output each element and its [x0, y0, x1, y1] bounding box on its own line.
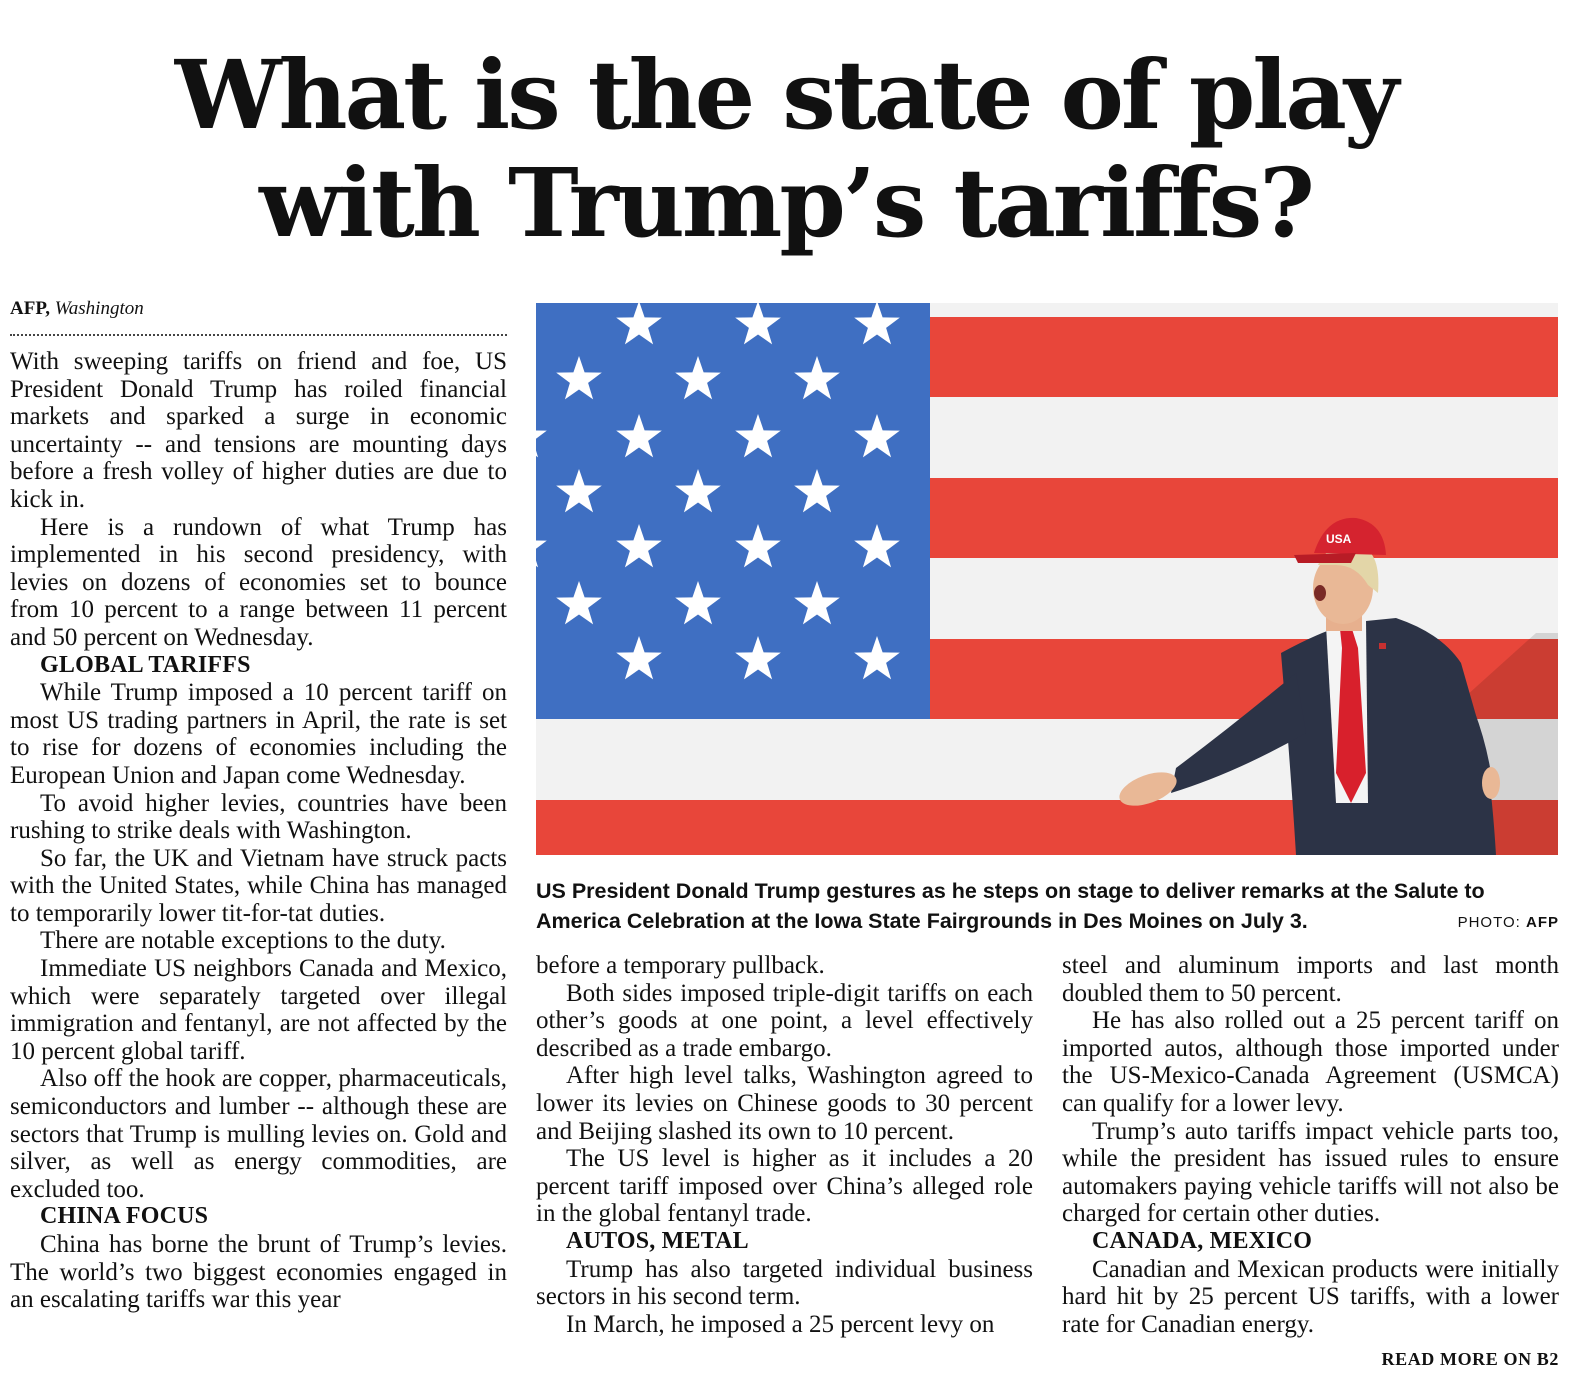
- paragraph: While Trump imposed a 10 percent tariff on most US trading partners in April, the rate is set to rise for dozens of economies including the European Union and Japan come Wednesday.: [10, 679, 507, 789]
- paragraph: Also off the hook are copper, pharmaceuticals, semiconductors and lumber -- although these are sectors that Trump is mulling levies on. Gold and silver, as well as energy commodities, are excluded too.: [10, 1065, 507, 1203]
- us-flag-with-trump-photo: [536, 303, 1558, 855]
- cap-lettering: USA: [1326, 532, 1352, 546]
- photo-credit-label: PHOTO:: [1457, 914, 1521, 931]
- article-column-3: [1062, 952, 1559, 1338]
- paragraph: steel and aluminum imports and last month doubled them to 50 percent.: [1062, 952, 1559, 1007]
- paragraph: He has also rolled out a 25 percent tariff on imported autos, although those imported under the US-Mexico-Canada Agreement (USMCA) can qualify for a lower levy.: [1062, 1007, 1559, 1117]
- section-heading: CANADA, MEXICO: [1092, 1227, 1313, 1254]
- article-column-2: [536, 952, 1033, 1338]
- paragraph: Both sides imposed triple-digit tariffs on each other’s goods at one point, a level effectively described as a trade embargo.: [536, 979, 1033, 1062]
- section-heading: GLOBAL TARIFFS: [40, 651, 251, 678]
- paragraph: With sweeping tariffs on friend and foe, US President Donald Trump has roiled financial markets and sparked a surge in economic uncertainty -- and tensions are mounting days before a fresh volley of higher duties are due to kick in.: [10, 348, 507, 513]
- byline-location: Washington: [54, 298, 144, 319]
- headline: [0, 42, 1571, 258]
- read-more-link[interactable]: READ MORE ON B2: [1381, 1349, 1559, 1369]
- paragraph: There are notable exceptions to the duty.: [40, 927, 446, 955]
- paragraph: Immediate US neighbors Canada and Mexico, which were separately targeted over illegal immigration and fentanyl, are not affected by the 10 percent global tariff.: [10, 955, 507, 1065]
- paragraph: After high level talks, Washington agreed to lower its levies on Chinese goods to 30 percent and Beijing slashed its own to 10 percent.: [536, 1062, 1033, 1145]
- paragraph: Canadian and Mexican products were initially hard hit by 25 percent US tariffs, with a lower rate for Canadian energy.: [1062, 1255, 1559, 1338]
- article-column-1: [10, 348, 507, 1314]
- photo-credit-source: AFP: [1526, 914, 1559, 931]
- section-heading: AUTOS, METAL: [566, 1227, 749, 1254]
- section-heading: CHINA FOCUS: [40, 1203, 209, 1230]
- headline-line-2: with Trump’s tariffs?: [259, 148, 1312, 259]
- paragraph: Trump has also targeted individual business sectors in his second term.: [536, 1255, 1033, 1311]
- photo-caption: US President Donald Trump gestures as he steps on stage to deliver remarks at the Salute to America Celebration at the Iowa State Fairgrounds in Des Moines on July 3.: [536, 879, 1485, 933]
- byline-agency: AFP,: [10, 298, 50, 319]
- byline: [10, 298, 507, 320]
- headline-line-1: What is the state of play: [174, 40, 1397, 151]
- paragraph: Here is a rundown of what Trump has implemented in his second presidency, with levies on dozens of economies set to bounce from 10 percent to a range between 11 percent and 50 percent on Wednesday.: [10, 513, 507, 651]
- paragraph: The US level is higher as it includes a 20 percent tariff imposed over China’s alleged role in the global fentanyl trade.: [536, 1145, 1033, 1228]
- paragraph: before a temporary pullback.: [536, 952, 825, 979]
- paragraph: To avoid higher levies, countries have been rushing to strike deals with Washington.: [10, 789, 507, 845]
- byline-divider: [10, 334, 507, 336]
- paragraph: China has borne the brunt of Trump’s levies. The world’s two biggest economies engaged in an escalating tariffs war this year: [10, 1231, 507, 1314]
- paragraph: So far, the UK and Vietnam have struck pacts with the United States, while China has managed to temporarily lower tit-for-tat duties.: [10, 844, 507, 927]
- paragraph: In March, he imposed a 25 percent levy on: [566, 1310, 995, 1338]
- photo-credit: [1458, 914, 1559, 931]
- news-photo: [536, 303, 1558, 855]
- paragraph: Trump’s auto tariffs impact vehicle parts too, while the president has issued rules to ensure automakers paying vehicle tariffs will not also be charged for certain other duties.: [1062, 1117, 1559, 1228]
